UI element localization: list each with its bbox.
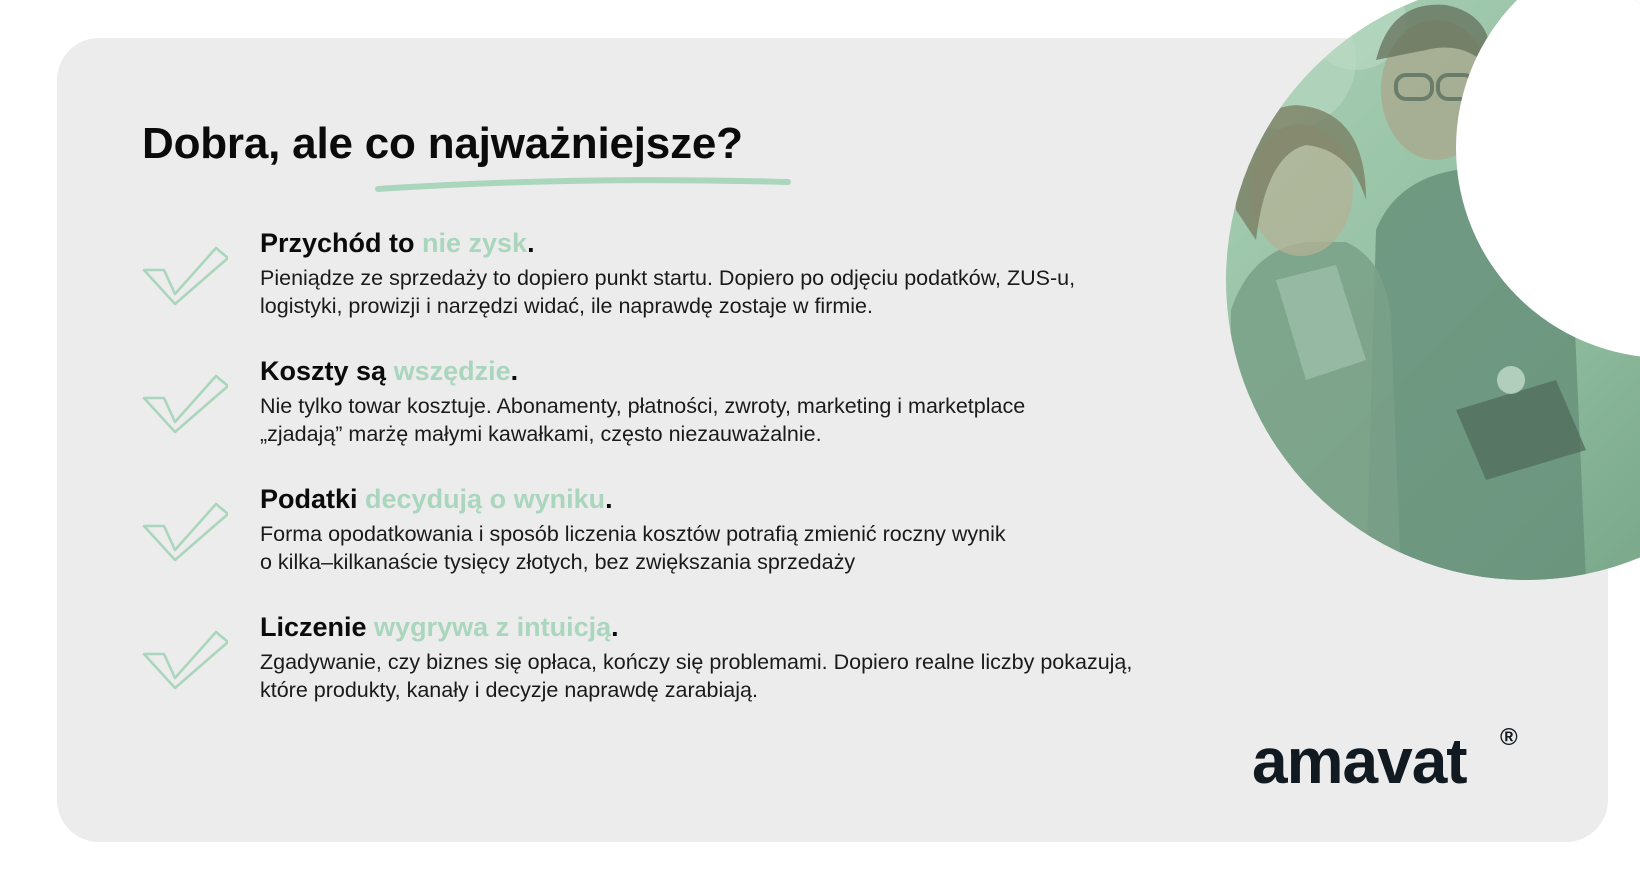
point-title-accent: decydują o wyniku xyxy=(365,484,606,514)
point-title-accent: wszędzie xyxy=(393,356,511,386)
point-title: Podatki decydują o wyniku. xyxy=(260,484,613,514)
title-underline xyxy=(374,174,794,194)
point-description: Nie tylko towar kosztuje. Abonamenty, płatności, zwroty, marketing i marketplace „zjadają” marżę małymi kawałkami, często niezauważalnie. xyxy=(260,394,1026,446)
point-title: Koszty są wszędzie. xyxy=(260,356,519,386)
point-description: Forma opodatkowania i sposób liczenia kosztów potrafią zmienić roczny wynik o kilka–kilkanaście tysięcy złotych, bez zwiększania sprzedaży xyxy=(260,522,1006,574)
checkmark-icon xyxy=(142,364,228,436)
page-title: Dobra, ale co najważniejsze? xyxy=(142,119,743,168)
checkmark-icon xyxy=(142,236,228,308)
point-title: Przychód to nie zysk. xyxy=(260,228,535,258)
checkmark-icon xyxy=(142,620,228,692)
point-title-accent: nie zysk xyxy=(422,228,528,258)
point-description: Pieniądze ze sprzedaży to dopiero punkt startu. Dopiero po odjęciu podatków, ZUS-u, logistyki, prowizji i narzędzi widać, ile naprawdę zostaje w firmie. xyxy=(260,266,1076,318)
brand-logo xyxy=(1252,726,1532,796)
point-description: Zgadywanie, czy biznes się opłaca, kończy się problemami. Dopiero realne liczby pokazują, które produkty, kanały i decyzje naprawdę zarabiają. xyxy=(260,650,1133,702)
point-title: Liczenie wygrywa z intuicją. xyxy=(260,612,619,642)
logo-wordmark: amavat xyxy=(1252,725,1467,797)
registered-mark: ® xyxy=(1500,724,1518,751)
point-title-accent: wygrywa z intuicją xyxy=(374,612,612,642)
checkmark-icon xyxy=(142,492,228,564)
